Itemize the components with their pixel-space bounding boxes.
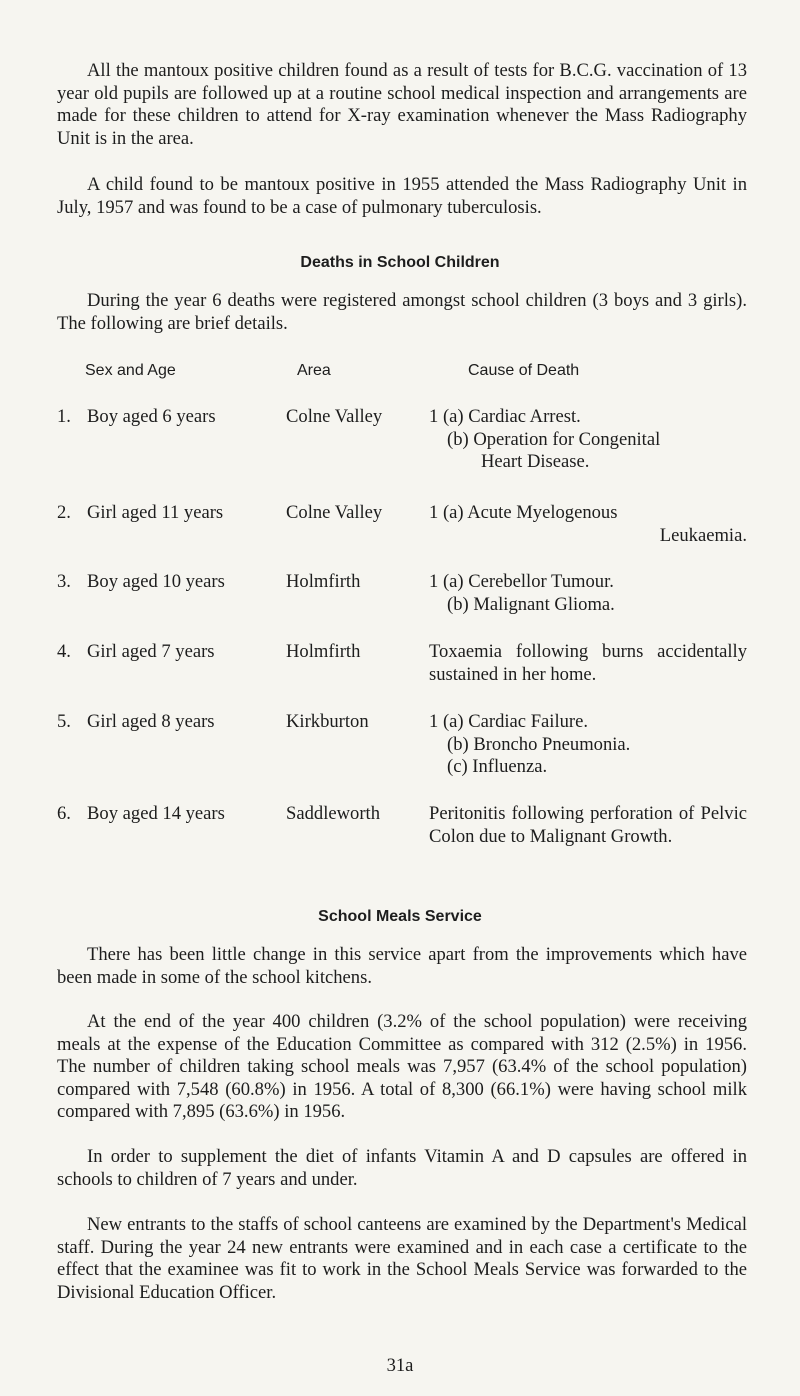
row-area: Holmfirth	[286, 571, 361, 592]
column-header-cause: Cause of Death	[468, 362, 580, 379]
row-area: Kirkburton	[286, 711, 369, 732]
row-area: Holmfirth	[286, 641, 361, 662]
meals-paragraph-2: At the end of the year 400 children (3.2% of the school population) were receiving meals at the expense of the Education Committee as compared with 312 (2.5%) in 1956. The number of children taking school meals was 7,957 (63.4% of the school population) compared with 7,548 (60.8%) in 1956. A total of 8,300 (66.1%) were having school milk compared with 7,895 (63.6%) in 1956.	[57, 1011, 747, 1123]
row-number: 6.	[57, 803, 71, 824]
intro-paragraph-2: A child found to be mantoux positive in 1955 attended the Mass Radiography Unit in July, 1957 and was found to be a case of pulmonary tuberculosis.	[57, 174, 747, 218]
row-cause	[429, 571, 747, 616]
cause-line: Heart Disease.	[481, 451, 590, 473]
row-number: 5.	[57, 711, 71, 732]
row-cause: Peritonitis following perforation of Pelvic Colon due to Malignant Growth.	[429, 803, 747, 847]
intro-paragraph-1: All the mantoux positive children found as a result of tests for B.C.G. vaccination of 13 year old pupils are followed up at a routine school medical inspection and arrangements are made for these children to attend for X-ray examination whenever the Mass Radiography Unit is in the area.	[57, 60, 747, 149]
row-sex-age: Girl aged 11 years	[87, 502, 224, 523]
deaths-heading: Deaths in School Children	[300, 254, 500, 271]
row-number: 3.	[57, 571, 71, 592]
meals-paragraph-3: In order to supplement the diet of infants Vitamin A and D capsules are offered in schools to children of 7 years and under.	[57, 1146, 747, 1190]
row-cause	[429, 711, 747, 779]
cause-line: Leukaemia.	[659, 524, 747, 546]
cause-line: 1 (a) Cerebellor Tumour.	[429, 571, 614, 592]
meals-paragraph-1: There has been little change in this service apart from the improvements which have been made in some of the school kitchens.	[57, 944, 747, 988]
cause-line: 1 (a) Acute Myelogenous	[429, 502, 618, 523]
row-sex-age: Boy aged 6 years	[87, 406, 216, 427]
row-number: 1.	[57, 406, 71, 427]
row-cause: Toxaemia following burns accidentally sustained in her home.	[429, 641, 747, 685]
deaths-intro-paragraph: During the year 6 deaths were registered amongst school children (3 boys and 3 girls). The following are brief details.	[57, 290, 747, 334]
cause-line: (b) Malignant Glioma.	[447, 593, 615, 615]
row-sex-age: Girl aged 7 years	[87, 641, 215, 662]
row-area: Colne Valley	[286, 406, 383, 427]
row-sex-age: Boy aged 10 years	[87, 571, 225, 592]
cause-line: (b) Operation for Congenital	[447, 428, 661, 450]
meals-paragraph-4: New entrants to the staffs of school canteens are examined by the Department's Medical staff. During the year 24 new entrants were examined and in each case a certificate to the effect that the examinee was fit to work in the School Meals Service was forwarded to the Divisional Education Officer.	[57, 1214, 747, 1303]
cause-line: 1 (a) Cardiac Arrest.	[429, 406, 581, 427]
row-number: 2.	[57, 502, 71, 523]
column-header-area: Area	[297, 362, 331, 379]
row-sex-age: Girl aged 8 years	[87, 711, 215, 732]
cause-line: 1 (a) Cardiac Failure.	[429, 711, 589, 732]
row-number: 4.	[57, 641, 71, 662]
row-sex-age: Boy aged 14 years	[87, 803, 225, 824]
row-cause	[429, 502, 747, 547]
cause-line: (c) Influenza.	[447, 756, 548, 778]
meals-heading: School Meals Service	[318, 908, 482, 925]
row-cause	[429, 406, 747, 474]
column-header-sex-age: Sex and Age	[85, 362, 176, 379]
page-number: 31a	[386, 1355, 414, 1376]
row-area: Saddleworth	[286, 803, 380, 824]
cause-line: (b) Broncho Pneumonia.	[447, 733, 631, 755]
row-area: Colne Valley	[286, 502, 383, 523]
